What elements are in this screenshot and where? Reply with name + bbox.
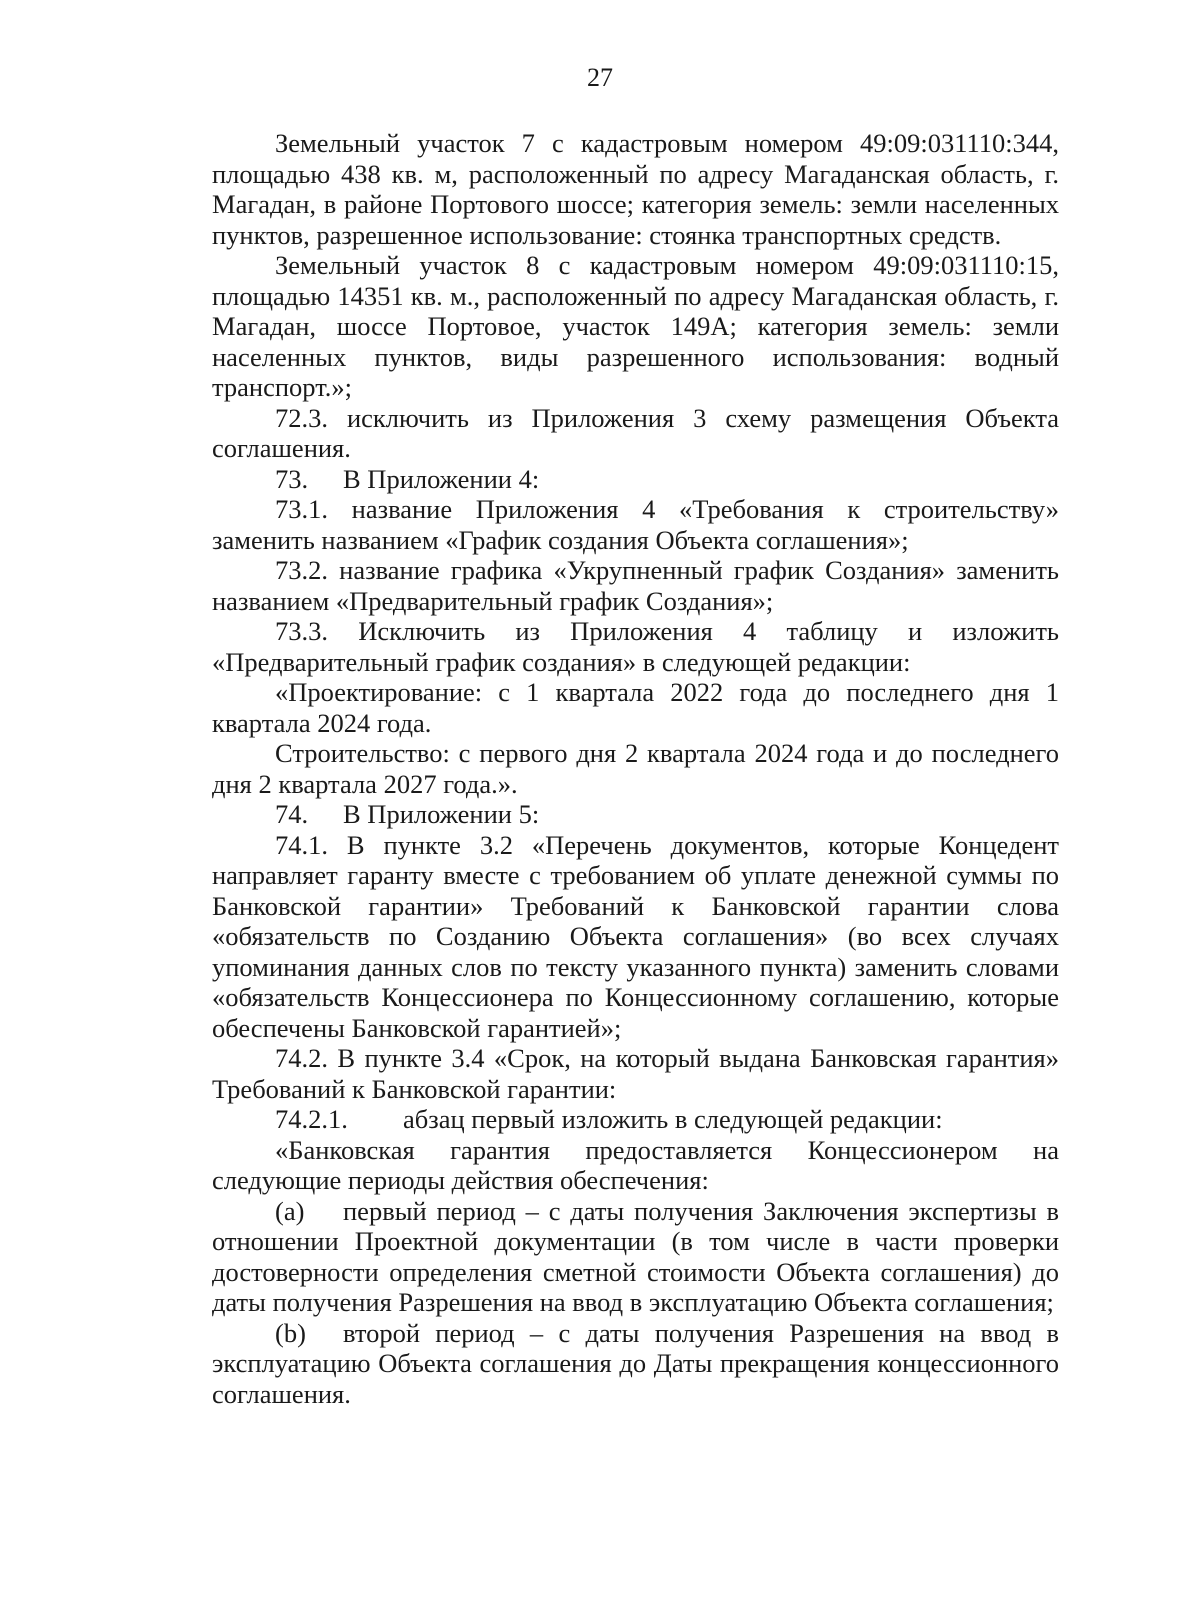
item-number: 74.2.1. [275,1104,348,1134]
item-number: 74. [275,799,309,829]
item-text: В Приложении 4: [343,463,540,494]
paragraph-72-3: 72.3. исключить из Приложения 3 схему размещения Объекта соглашения. [212,402,1059,463]
paragraph-guarantee-periods: «Банковская гарантия предоставляется Концессионером на следующие периоды действия обеспечения: [212,1134,1059,1195]
item-number: (b) [275,1317,306,1348]
item-number: (a) [275,1195,305,1226]
item-text: абзац первый изложить в следующей редакции: [403,1104,943,1134]
paragraph-land-plot-7: Земельный участок 7 с кадастровым номером 49:09:031110:344, площадью 438 кв. м, расположенный по адресу Магаданская область, г. Магадан, в районе Портового шоссе; категория земель: земли населенных пунктов, разрешенное использование: стоянка транспортных средств. [212,128,1059,250]
item-text: В Приложении 5: [343,799,540,829]
paragraph-period-a [212,1196,1059,1318]
paragraph-land-plot-8: Земельный участок 8 с кадастровым номером 49:09:031110:15, площадью 14351 кв. м., расположенный по адресу Магаданская область, г. Магадан, шоссе Портовое, участок 149А; категория земель: земли населенных пунктов, виды разрешенного использования: водный транспорт.»; [212,250,1059,402]
paragraph-74-2: 74.2. В пункте 3.4 «Срок, на который выдана Банковская гарантия» Требований к Банковской гарантии: [212,1043,1059,1104]
paragraph-construction-schedule: Строительство: с первого дня 2 квартала 2024 года и до последнего дня 2 квартала 2027 года.». [212,738,1059,799]
paragraph-73-3: 73.3. Исключить из Приложения 4 таблицу и изложить «Предварительный график создания» в следующей редакции: [212,616,1059,677]
item-text: второй период – с даты получения Разрешения на ввод в эксплуатацию Объекта соглашения до Даты прекращения концессионного соглашения. [212,1317,1059,1409]
document-body [212,128,1059,1409]
item-text: первый период – с даты получения Заключения экспертизы в отношении Проектной документации (в том числе в части проверки достоверности определения сметной стоимости Объекта соглашения) до даты получения Разрешения на ввод в эксплуатацию Объекта соглашения; [212,1195,1059,1317]
item-number: 73. [275,463,309,494]
paragraph-design-schedule: «Проектирование: с 1 квартала 2022 года до последнего дня 1 квартала 2024 года. [212,677,1059,738]
paragraph-73-2: 73.2. название графика «Укрупненный график Создания» заменить названием «Предварительный график Создания»; [212,555,1059,616]
paragraph-74 [212,799,1059,830]
page-number: 27 [587,63,613,92]
paragraph-73-1: 73.1. название Приложения 4 «Требования к строительству» заменить названием «График создания Объекта соглашения»; [212,494,1059,555]
paragraph-73 [212,464,1059,495]
paragraph-74-2-1 [212,1104,1059,1135]
paragraph-period-b [212,1318,1059,1410]
paragraph-74-1: 74.1. В пункте 3.2 «Перечень документов, которые Концедент направляет гаранту вместе с требованием об уплате денежной суммы по Банковской гарантии» Требований к Банковской гарантии слова «обязательств по Созданию Объекта соглашения» (во всех случаях упоминания данных слов по тексту указанного пункта) заменить словами «обязательств Концессионера по Концессионному соглашению, которые обеспечены Банковской гарантией»; [212,829,1059,1043]
